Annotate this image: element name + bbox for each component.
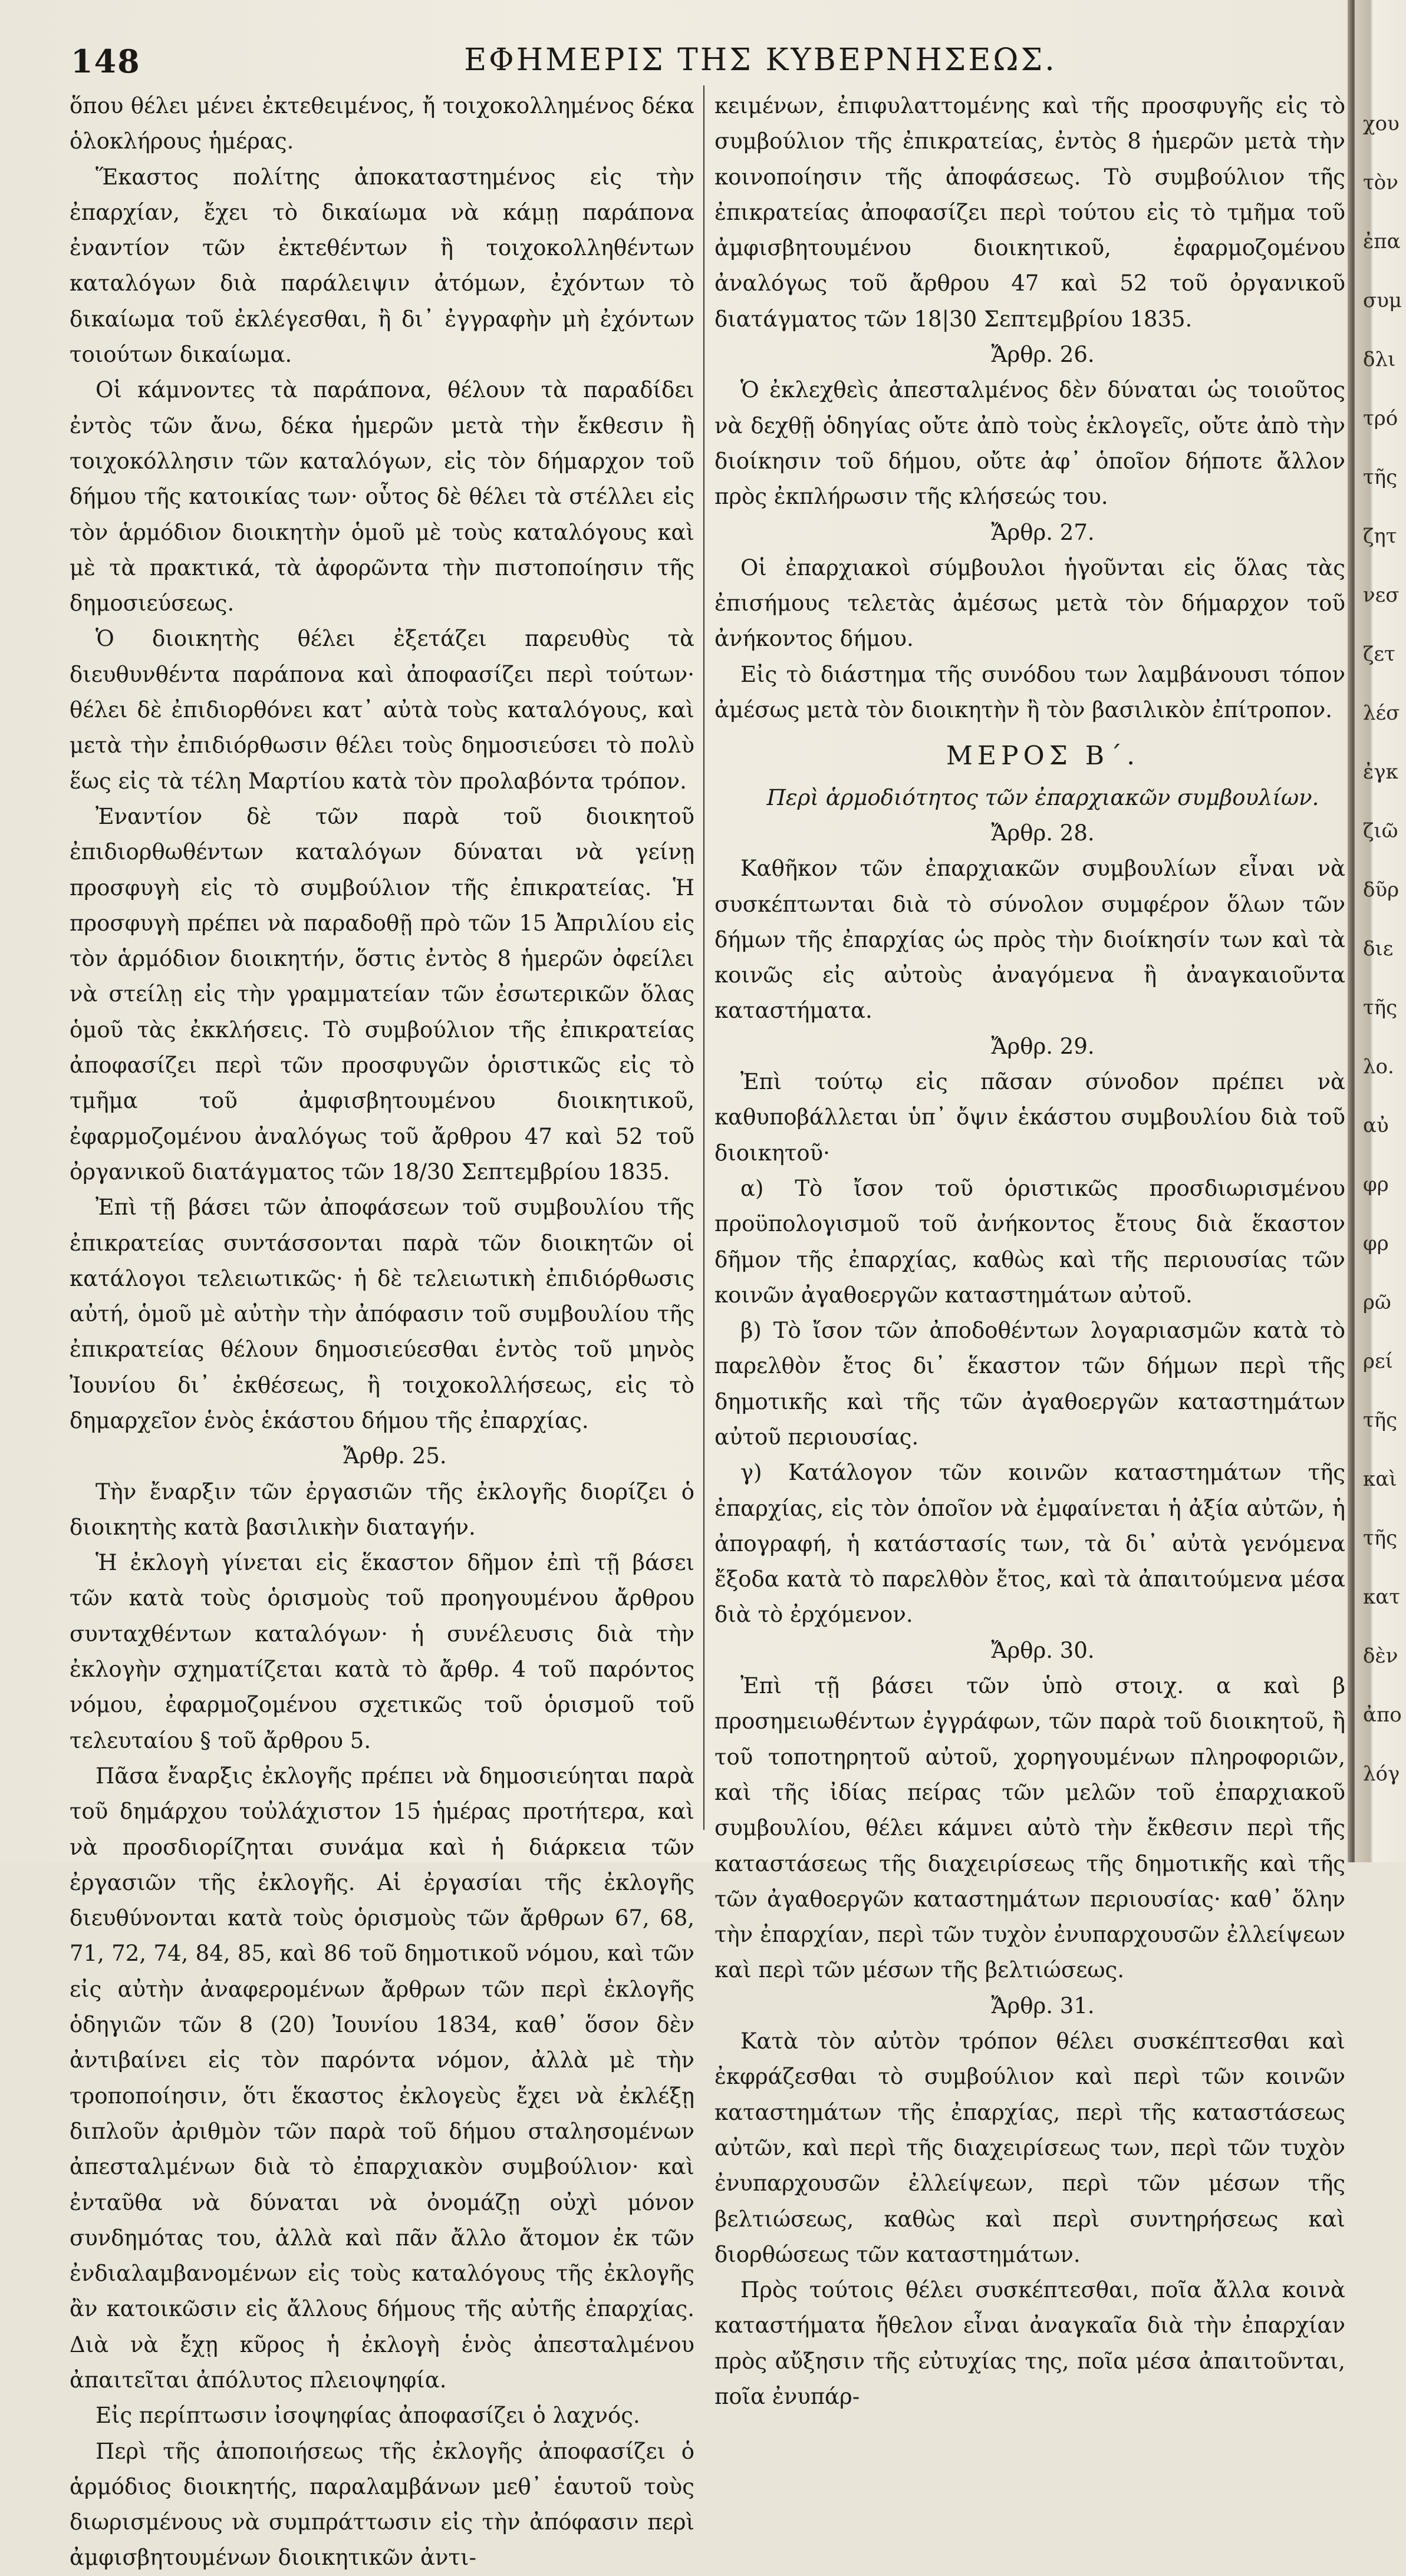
edge-text-fragment: δὲν <box>1363 1644 1398 1668</box>
paragraph: Καθῆκον τῶν ἐπαρχιακῶν συμβουλίων εἶναι νὰ συσκέπτωνται διὰ τὸ σύνολον συμφέρον ὅλων τῶν δήμων τῆς ἐπαρχίας ὡς πρὸς τὴν διοίκησίν των καὶ τὰ κοινῶς εἰς αὐτοὺς ἀναγόμενα ἢ ἀναγκαιοῦντα καταστήματα. <box>714 856 1345 1024</box>
edge-text-fragment: δλι <box>1363 348 1396 371</box>
edge-text-fragment: τῆς <box>1363 996 1398 1020</box>
edge-text-fragment: ζητ <box>1363 525 1397 548</box>
paragraph: Κατὰ τὸν αὐτὸν τρόπον θέλει συσκέπτεσθαι καὶ ἐκφράζεσθαι τὸ συμβούλιον καὶ περὶ τῶν κοινῶν καταστημάτων τῆς ἐπαρχίας, περὶ τῆς καταστάσεως αὐτῶν, καὶ περὶ τῆς διαχειρίσεως των, περὶ τῶν τυχὸν ἐνυπαρχουσῶν ἐλλείψεων, περὶ τῶν μέσων τῆς βελτιώσεως, καθὼς καὶ περὶ συντηρήσεως καὶ διορθώσεως τῶν καταστημάτων. <box>714 2029 1345 2267</box>
edge-text-fragment: αὐ <box>1363 1114 1389 1137</box>
paragraph: Οἱ κάμνοντες τὰ παράπονα, θέλουν τὰ παραδίδει ἐντὸς τῶν ἄνω, δέκα ἡμερῶν μετὰ τὴν ἔκθεσιν ἢ τοιχοκόλλησιν τῶν καταλόγων, εἰς τὸν δήμαρχον τοῦ δήμου τῆς κατοικίας των· οὗτος δὲ θέλει τὰ στέλλει εἰς τὸν ἁρμόδιον διοικητὴν ὁμοῦ μὲ τοὺς καταλόγους καὶ μὲ τὰ πρακτικά, τὰ ἀφορῶντα τὴν πιστοποίησιν τῆς δημοσιεύσεως. <box>70 377 694 616</box>
paragraph: Ἕκαστος πολίτης ἀποκαταστημένος εἰς τὴν ἐπαρχίαν, ἔχει τὸ δικαίωμα νὰ κάμῃ παράπονα ἐναντίον τῶν ἐκτεθέντων ἢ τοιχοκολληθέντων καταλόγων διὰ παράλειψιν ἀτόμων, ἐχόντων τὸ δικαίωμα τοῦ ἐκλέγεσθαι, ἢ δι᾽ ἐγγραφὴν μὴ ἐχόντων τοιούτων δικαίωμα. <box>70 164 694 368</box>
article-heading: Ἄρθρ. 25. <box>343 1443 447 1469</box>
list-item: β) Τὸ ἴσον τῶν ἀποδοθέντων λογαριασμῶν κατὰ τὸ παρελθὸν ἔτος δι᾽ ἕκαστον τῶν δήμων περὶ τῆς δημοτικῆς καὶ τῆς τῶν ἀγαθοεργῶν καταστημάτων αὐτοῦ περιουσίας. <box>714 1318 1345 1450</box>
article-heading: Ἄρθρ. 28. <box>991 820 1095 846</box>
edge-text-fragment: λόγ <box>1363 1762 1400 1786</box>
edge-text-fragment: ζιῶ <box>1363 819 1398 843</box>
edge-text-fragment: δῦρ <box>1363 878 1400 902</box>
article-heading: Ἄρθρ. 27. <box>991 519 1095 545</box>
edge-text-fragment: τὸν <box>1363 171 1398 194</box>
paragraph: Ἐπὶ τῇ βάσει τῶν ὑπὸ στοιχ. α καὶ β προσημειωθέντων ἐγγράφων, τῶν παρὰ τοῦ διοικητοῦ, ἢ τοῦ τοποτηρητοῦ αὐτοῦ, χορηγουμένων πληροφοριῶν, καὶ τῆς ἰδίας πείρας τῶν μελῶν τοῦ ἐπαρχιακοῦ συμβουλίου, θέλει κάμνει αὐτὸ τὴν ἔκθεσιν περὶ τῆς καταστάσεως τῆς διαχειρίσεως τῆς δημοτικῆς καὶ τῆς τῶν ἀγαθοεργῶν καταστημάτων περιουσίας· καθ᾽ ὅλην τὴν ἐπαρχίαν, περὶ τῶν τυχὸν ἐνυπαρχουσῶν ἐλλείψεων καὶ περὶ τῶν μέσων τῆς βελτιώσεως. <box>714 1673 1345 1983</box>
edge-text-fragment: ἀπο <box>1363 1703 1402 1727</box>
paragraph: Εἰς τὸ διάστημα τῆς συνόδου των λαμβάνουσι τόπον ἀμέσως μετὰ τὸν διοικητὴν ἢ τὸν βασιλικὸν ἐπίτροπον. <box>714 661 1345 723</box>
edge-text-fragment: ρεί <box>1363 1350 1393 1373</box>
list-item: γ) Κατάλογον τῶν κοινῶν καταστημάτων τῆς ἐπαρχίας, εἰς τὸν ὁποῖον νὰ ἐμφαίνεται ἡ ἀξία αὐτῶν, ἡ ἀπογραφή, ἡ κατάστασίς των, τὰ δι᾽ αὐτὰ γενόμενα ἔξοδα κατὰ τὸ παρελθὸν ἔτος, καὶ τὰ ἀπαιτούμενα μέσα διὰ τὸ ἐρχόμενον. <box>714 1460 1345 1628</box>
article-heading: Ἄρθρ. 26. <box>991 342 1095 368</box>
edge-text-fragment: φρ <box>1363 1173 1389 1196</box>
list-item: α) Τὸ ἴσον τοῦ ὁριστικῶς προσδιωρισμένου προϋπολογισμοῦ τοῦ ἀνήκοντος ἔτους διὰ ἕκαστον δῆμον τῆς ἐπαρχίας, καθὼς καὶ τῆς περιουσίας τῶν κοινῶν ἀγαθοεργῶν καταστημάτων αὐτοῦ. <box>714 1175 1345 1308</box>
edge-text-fragment: νεσ <box>1363 583 1400 607</box>
article-heading: Ἄρθρ. 31. <box>991 1993 1095 2018</box>
article-heading: Ἄρθρ. 30. <box>991 1637 1095 1663</box>
paragraph: Ἐπὶ τῇ βάσει τῶν ἀποφάσεων τοῦ συμβουλίου τῆς ἐπικρατείας συντάσσονται παρὰ τῶν διοικητῶν οἱ κατάλογοι τελειωτικῶς· ἡ δὲ τελειωτικὴ ἐπιδιόρθωσις αὐτή, ὁμοῦ μὲ αὐτὴν τὴν ἀπόφασιν τοῦ συμβουλίου τῆς ἐπικρατείας θέλουν δημοσιεύεσθαι ἐντὸς τοῦ μηνὸς Ἰουνίου δι᾽ ἐκθέσεως, ἢ τοιχοκολλήσεως, εἰς τὸ δημαρχεῖον ἑνὸς ἑκάστου δήμου τῆς ἐπαρχίας. <box>70 1195 694 1433</box>
edge-text-fragment: λέσ <box>1363 701 1400 725</box>
paragraph: Τὴν ἔναρξιν τῶν ἐργασιῶν τῆς ἐκλογῆς διορίζει ὁ διοικητὴς κατὰ βασιλικὴν διαταγήν. <box>70 1479 694 1540</box>
running-title: ΕΦΗΜΕΡΙΣ ΤΗΣ ΚΥΒΕΡΝΗΣΕΩΣ. <box>464 42 1057 78</box>
paragraph: Ὁ ἐκλεχθεὶς ἀπεσταλμένος δὲν δύναται ὡς τοιοῦτος νὰ δεχθῇ ὁδηγίας οὔτε ἀπὸ τοὺς ἐκλογεῖς, οὔτε ἀπὸ τὴν διοίκησιν τοῦ δήμου, οὔτε ἀφ᾽ ὁποῖον δήποτε ἄλλον πρὸς ἐκπλήρωσιν τῆς κλήσεώς του. <box>714 377 1345 510</box>
edge-text-fragment: λο. <box>1363 1055 1394 1078</box>
part-subtitle: Περὶ ἁρμοδιότητος τῶν ἐπαρχιακῶν συμβουλίων. <box>766 784 1319 810</box>
edge-text-fragment: ἐπα <box>1363 230 1401 253</box>
edge-text-fragment: ἐγκ <box>1363 760 1398 784</box>
paragraph: Πᾶσα ἔναρξις ἐκλογῆς πρέπει νὰ δημοσιεύηται παρὰ τοῦ δημάρχου τοὐλάχιστον 15 ἡμέρας προτήτερα, καὶ νὰ προσδιορίζηται συνάμα καὶ ἡ διάρκεια τῶν ἐργασιῶν τῆς ἐκλογῆς. Αἱ ἐργασίαι τῆς ἐκλογῆς διευθύνονται κατὰ τοὺς ὁρισμοὺς τῶν ἄρθρων 67, 68, 71, 72, 74, 84, 85, καὶ 86 τοῦ δημοτικοῦ νόμου, καὶ τῶν εἰς αὐτὴν ἀναφερομένων ἄρθρων τῶν περὶ ἐκλογῆς ὁδηγιῶν τῶν 8 (20) Ἰουνίου 1834, καθ᾽ ὅσον δὲν ἀντιβαίνει εἰς τὸν παρόντα νόμον, ἀλλὰ μὲ τὴν τροποποίησιν, ὅτι ἕκαστος ἐκλογεὺς ἔχει νὰ ἐκλέξῃ διπλοῦν ἀριθμὸν τῶν παρὰ τοῦ δήμου σταλησομένων ἀπεσταλμένων διὰ τὸ ἐπαρχιακὸν συμβούλιον· καὶ ἐνταῦθα νὰ δύναται νὰ ὀνομάζῃ οὐχὶ μόνον συνδημότας του, ἀλλὰ καὶ πᾶν ἄλλο ἄτομον ἐκ τῶν ἐνδιαλαμβανομένων εἰς τοὺς καταλόγους τῆς ἐκλογῆς ἂν κατοικῶσιν εἰς ἄλλους δήμους τῆς αὐτῆς ἐπαρχίας. Διὰ νὰ ἔχῃ κῦρος ἡ ἐκλογὴ ἑνὸς ἀπεσταλμένου ἀπαιτεῖται ἀπόλυτος πλειοψηφία. <box>70 1763 694 2393</box>
paragraph: Ἐπὶ τούτῳ εἰς πᾶσαν σύνοδον πρέπει νὰ καθυποβάλλεται ὑπ᾽ ὄψιν ἑκάστου συμβουλίου διὰ τοῦ διοικητοῦ· <box>714 1069 1345 1166</box>
paragraph: Ὁ διοικητὴς θέλει ἐξετάζει παρευθὺς τὰ διευθυνθέντα παράπονα καὶ ἀποφασίζει περὶ τούτων· θέλει δὲ ἐπιδιορθόνει κατ᾽ αὐτὰ τοὺς καταλόγους, καὶ μετὰ τὴν ἐπιδιόρθωσιν θέλει τοὺς δημοσιεύσει τὸ πολὺ ἕως εἰς τὰ τέλη Μαρτίου κατὰ τὸν προλαβόντα τρόπον. <box>70 626 694 794</box>
paragraph: Ἐναντίον δὲ τῶν παρὰ τοῦ διοικητοῦ ἐπιδιορθωθέντων καταλόγων δύναται νὰ γείνῃ προσφυγὴ εἰς τὸ συμβούλιον τῆς ἐπικρατείας. Ἡ προσφυγὴ πρέπει νὰ παραδοθῇ πρὸ τῶν 15 Ἀπριλίου εἰς τὸν ἁρμόδιον διοικητήν, ὅστις ἐντὸς 8 ἡμερῶν ὀφείλει νὰ στείλῃ εἰς τὴν γραμματείαν τῶν ἐσωτερικῶν ὅλας ὁμοῦ τὰς ἐκκλήσεις. Τὸ συμβούλιον τῆς ἐπικρατείας ἀποφασίζει περὶ τῶν προσφυγῶν ὁριστικῶς εἰς τὸ τμῆμα τοῦ ἀμφισβητουμένου διοικητικοῦ, ἐφαρμοζομένου ἀναλόγως τοῦ ἄρθρου 47 καὶ 52 τοῦ ὀργανικοῦ διατάγματος τῶν 18/30 Σεπτεμβρίου 1835. <box>70 803 694 1185</box>
right-column <box>714 88 1345 2409</box>
edge-text-fragment: ρῶ <box>1363 1291 1391 1314</box>
edge-text-fragment: ζετ <box>1363 642 1395 666</box>
page-number: 148 <box>71 42 141 80</box>
edge-text-fragment: τῆς <box>1363 466 1398 489</box>
paragraph: Εἰς περίπτωσιν ἰσοψηφίας ἀποφασίζει ὁ λαχνός. <box>96 2403 640 2429</box>
paragraph: Πρὸς τούτοις θέλει συσκέπτεσθαι, ποῖα ἄλλα κοινὰ καταστήματα ἤθελον εἶναι ἀναγκαῖα διὰ τὴν ἐπαρχίαν πρὸς αὔξησιν τῆς εὐτυχίας της, ποῖα μέσα ἀπαιτοῦνται, ποῖα ἐνυπάρ- <box>714 2277 1345 2409</box>
edge-text-fragment: καὶ <box>1363 1467 1397 1491</box>
edge-text-fragment: κατ <box>1363 1585 1401 1609</box>
edge-text-fragment: χου <box>1363 112 1400 136</box>
paragraph: Περὶ τῆς ἀποποιήσεως τῆς ἐκλογῆς ἀποφασίζει ὁ ἁρμόδιος διοικητής, παραλαμβάνων μεθ᾽ ἑαυτοῦ τοὺς διωρισμένους νὰ συμπράττωσιν εἰς τὴν ἀπόφασιν περὶ ἀμφισβητουμένων διοικητικῶν ἀντι- <box>70 2438 694 2571</box>
article-heading: Ἄρθρ. 29. <box>991 1033 1095 1059</box>
paragraph: ὅπου θέλει μένει ἐκτεθειμένος, ἤ τοιχοκολλημένος δέκα ὁλοκλήρους ἡμέρας. <box>70 93 694 154</box>
edge-text-fragment: συμ <box>1363 289 1402 312</box>
paragraph: κειμένων, ἐπιφυλαττομένης καὶ τῆς προσφυγῆς εἰς τὸ συμβούλιον τῆς ἐπικρατείας, ἐντὸς 8 ἡμερῶν μετὰ τὴν κοινοποίησιν τῆς ἀποφάσεως. Τὸ συμβούλιον τῆς ἐπικρατείας ἀποφασίζει περὶ τούτου εἰς τὸ τμῆμα τοῦ ἀμφισβητουμένου διοικητικοῦ, ἐφαρμοζομένου ἀναλόγως τοῦ ἄρθρου 47 καὶ 52 τοῦ ὀργανικοῦ διατάγματος τῶν 18|30 Σεπτεμβρίου 1835. <box>714 93 1345 332</box>
edge-text-fragment: τρό <box>1363 407 1398 430</box>
edge-text-fragment: διε <box>1363 937 1394 961</box>
edge-text-fragment: τῆς <box>1363 1526 1398 1550</box>
page-header <box>71 42 1321 84</box>
paragraph: Οἱ ἐπαρχιακοὶ σύμβουλοι ἡγοῦνται εἰς ὅλας τὰς ἐπισήμους τελετὰς ἀμέσως μετὰ τὸν δήμαρχον τοῦ ἀνήκοντος δήμου. <box>714 555 1345 652</box>
column-divider <box>703 85 704 1830</box>
left-column <box>70 88 694 2571</box>
facing-page-edge <box>1355 0 1406 1862</box>
edge-text-fragment: τῆς <box>1363 1409 1398 1432</box>
edge-text-fragment: φρ <box>1363 1232 1389 1255</box>
part-title: ΜΕΡΟΣ Β΄. <box>946 741 1140 771</box>
paragraph: Ἡ ἐκλογὴ γίνεται εἰς ἕκαστον δῆμον ἐπὶ τῇ βάσει τῶν κατὰ τοὺς ὁρισμοὺς τοῦ προηγουμένου ἄρθρου συνταχθέντων καταλόγων· ἡ συνέλευσις διὰ τὴν ἐκλογὴν σχηματίζεται κατὰ τὸ ἄρθρ. 4 τοῦ παρόντος νόμου, ἐφαρμοζομένου σχετικῶς τοῦ ὁρισμοῦ τοῦ τελευταίου § τοῦ ἄρθρου 5. <box>70 1550 694 1753</box>
